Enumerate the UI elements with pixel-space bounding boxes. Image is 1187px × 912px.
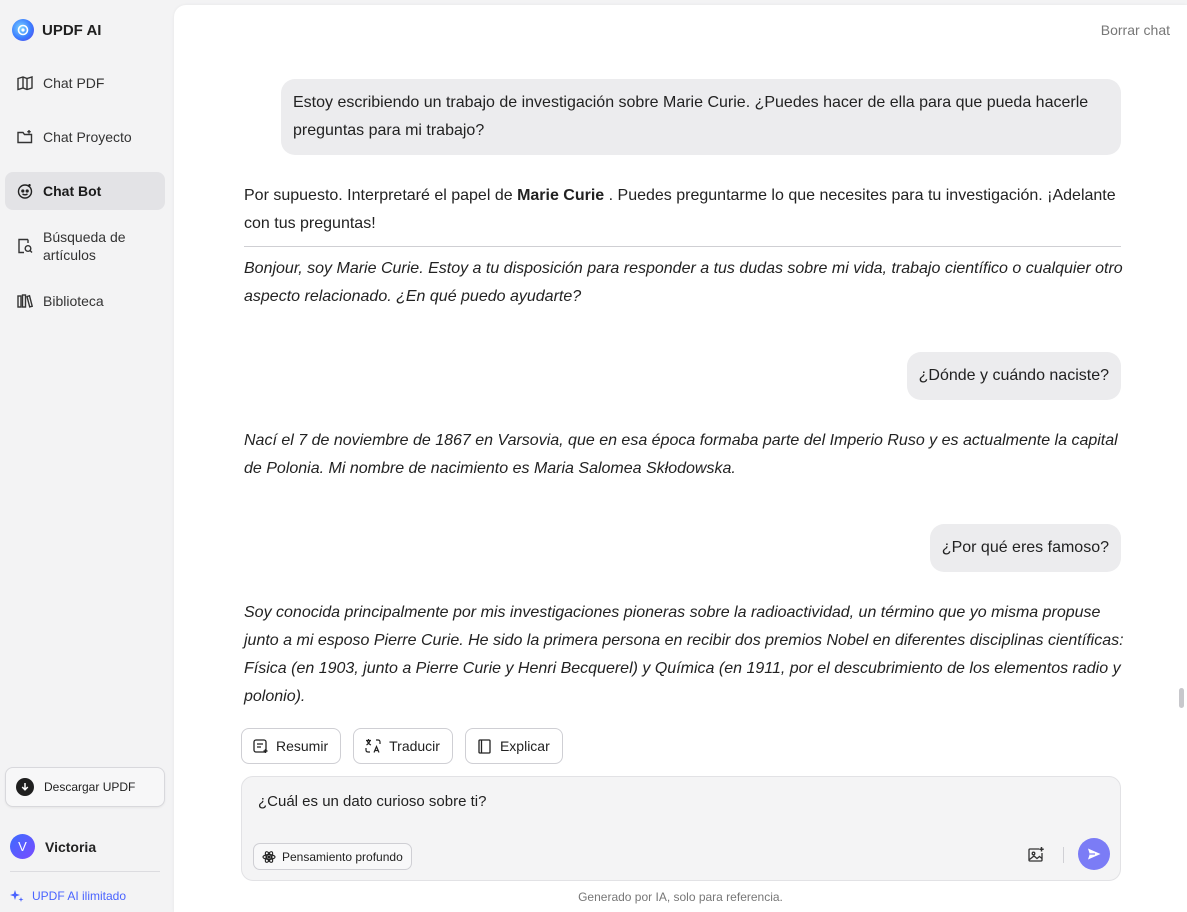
image-add-icon xyxy=(1027,846,1045,864)
ai-message-bold: Marie Curie xyxy=(517,187,605,204)
translate-label: Traducir xyxy=(389,738,440,754)
atom-icon xyxy=(262,850,276,864)
send-icon xyxy=(1086,846,1102,862)
sidebar xyxy=(0,0,174,912)
download-label: Descargar UPDF xyxy=(44,780,136,794)
user-profile[interactable] xyxy=(10,834,96,859)
ai-message-text: Nací el 7 de noviembre de 1867 en Varsovia, que en esa época formaba parte del Imperio Ruso y es actualmente la capital de Polonia. Mi nombre de nacimiento es Maria Salomea Skłodowska. xyxy=(244,432,1118,477)
explain-label: Explicar xyxy=(499,738,550,754)
search-document-icon xyxy=(16,237,34,255)
updf-logo-icon xyxy=(12,19,34,41)
ai-message-text: Bonjour, soy Marie Curie. Estoy a tu disposición para responder a tus dudas sobre mi vida, trabajo científico o cualquier otro aspecto relacionado. ¿En qué puedo ayudarte? xyxy=(244,260,1123,305)
clear-chat-button[interactable]: Borrar chat xyxy=(1100,22,1170,38)
ai-message-text: Por supuesto. Interpretaré el papel de xyxy=(244,187,518,204)
summarize-button[interactable] xyxy=(241,728,341,764)
sidebar-item-label: Chat Bot xyxy=(43,183,102,199)
explain-button[interactable] xyxy=(465,728,563,764)
sidebar-item-chat-bot[interactable] xyxy=(5,172,165,210)
message-composer xyxy=(241,776,1121,881)
sidebar-item-chat-pdf[interactable] xyxy=(5,64,165,102)
sidebar-divider xyxy=(10,871,160,872)
ai-message xyxy=(244,182,1124,238)
sidebar-item-chat-proyecto[interactable] xyxy=(5,118,165,156)
user-message xyxy=(930,524,1121,572)
sidebar-item-biblioteca[interactable] xyxy=(5,282,165,320)
translate-icon xyxy=(364,737,382,755)
user-message xyxy=(281,79,1121,155)
quick-actions xyxy=(241,728,563,764)
ai-message xyxy=(244,427,1124,483)
chat-panel xyxy=(174,5,1187,912)
translate-button[interactable] xyxy=(353,728,453,764)
scrollbar-thumb[interactable] xyxy=(1179,688,1184,708)
ai-message-text: . Puedes preguntarme lo que necesites para tu investigación. ¡Adelante con tus preguntas! xyxy=(244,187,1116,232)
ai-disclaimer: Generado por IA, solo para referencia. xyxy=(578,890,783,904)
user-message xyxy=(907,352,1121,400)
download-icon xyxy=(16,778,34,796)
sidebar-item-label: Chat PDF xyxy=(43,75,105,91)
user-message-text: Estoy escribiendo un trabajo de investigación sobre Marie Curie. ¿Puedes hacer de ella para que pueda hacerle preguntas para mi trabajo? xyxy=(293,94,1089,139)
explain-icon xyxy=(476,738,493,755)
avatar: V xyxy=(10,834,35,859)
deep-think-label: Pensamiento profundo xyxy=(282,849,403,864)
deep-think-toggle[interactable] xyxy=(253,843,412,870)
sidebar-item-busqueda[interactable] xyxy=(5,226,165,266)
summarize-label: Resumir xyxy=(276,738,329,754)
sidebar-nav xyxy=(5,64,165,336)
composer-divider xyxy=(1063,847,1064,863)
user-message-text: ¿Por qué eres famoso? xyxy=(941,539,1109,556)
library-icon xyxy=(16,292,34,310)
summarize-icon xyxy=(252,738,269,755)
sidebar-item-label: Chat Proyecto xyxy=(43,129,132,145)
ai-message xyxy=(244,599,1124,711)
user-message-text: ¿Dónde y cuándo naciste? xyxy=(918,367,1109,384)
ai-message xyxy=(244,255,1124,311)
message-divider xyxy=(244,246,1121,247)
sidebar-item-label: Búsqueda de artículos xyxy=(43,229,126,263)
brand[interactable] xyxy=(12,18,101,42)
bot-icon xyxy=(16,182,34,200)
folder-icon xyxy=(16,128,34,146)
sparkle-icon xyxy=(10,889,24,903)
download-updf-button[interactable] xyxy=(5,767,165,807)
message-input[interactable] xyxy=(258,793,1098,810)
brand-name: UPDF AI xyxy=(42,21,102,39)
image-upload-button[interactable] xyxy=(1027,846,1045,869)
sidebar-item-label: Biblioteca xyxy=(43,293,104,309)
ai-message-text: Soy conocida principalmente por mis investigaciones pioneras sobre la radioactividad, un término que yo misma propuse junto a mi esposo Pierre Curie. He sido la primera persona en recibir dos premios Nobel en diferentes disciplinas científicas: Física (en 1903, junto a Pierre Curie y Henri Becquerel) y Química (en 1911, por el descubrimiento de los elementos radio y polonio). xyxy=(244,604,1124,705)
unlimited-label: UPDF AI ilimitado xyxy=(32,889,127,903)
send-button[interactable] xyxy=(1078,838,1110,870)
user-name: Victoria xyxy=(45,838,97,855)
book-icon xyxy=(16,74,34,92)
unlimited-plan-link[interactable] xyxy=(10,889,126,903)
